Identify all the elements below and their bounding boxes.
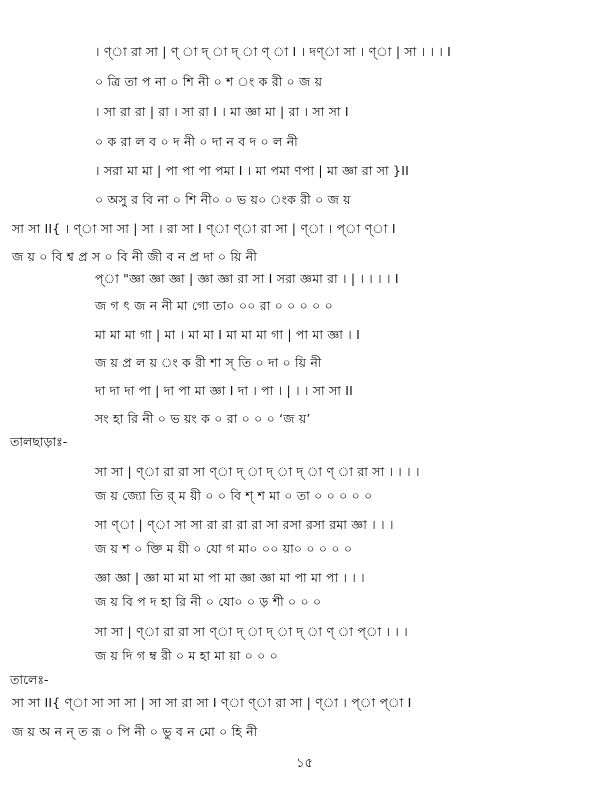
- page-number: ১৫: [296, 756, 313, 771]
- notation-line-1-5: প্া "জ্ঞা জ্ঞা জ্ঞা | জ্ঞা জ্ঞা রা সা I সরা জ্ঞমা রা । | । । । । I: [95, 271, 399, 286]
- notation-line-1-7: দা দা দা পা | দা পা মা জ্ঞা I দা । পা । | । । সা সা II: [95, 383, 354, 398]
- lyric-line-2-2: জ য় শ ০ ক্তি ম য়ী ০ যো গ মা০ ০০ য়া০ ০ ০ ০ ০: [95, 541, 353, 556]
- notation-line-3-1: সা সা II{ ণ্া সা সা সা | সা সা রা সা I ণ্া ণ্া রা সা | ণ্া । প্া প্া I: [12, 695, 412, 710]
- lyric-line-1-3: ০ অসু র বি না ০ শি নী০ ০ ভ য়০ ংক রী ০ জ য়: [95, 192, 351, 207]
- notation-line-1-6: মা মা মা গা | মা । মা মা I মা মা মা গা | পা মা জ্ঞা । I: [95, 327, 361, 342]
- lyric-line-1-1: ০ ত্রি তা প না ০ শি নী ০ শ ং ক রী ০ জ য়: [95, 74, 323, 89]
- section-label-talchara: তালছাড়াঃ-: [10, 434, 68, 449]
- lyric-line-1-7: সং হা রি নী ০ ভ য়ং ক ০ রা ০ ০ ০ ‘জ য়’: [95, 411, 311, 426]
- notation-line-1-2: । সা রা রা | রা । সা রা I । মা জ্ঞা মা | রা । সা সা I: [95, 104, 349, 119]
- lyric-line-2-4: জ য় দি গ ম্ব রী ০ ম হা মা য়া ০ ০ ০: [95, 648, 278, 663]
- notation-line-2-2: সা ণ্া | ণ্া সা সা রা রা রা রা সা রসা রসা রমা জ্ঞা । । ।: [95, 517, 394, 532]
- lyric-line-1-4: জ য় ০ বি শ্ব প্র স ০ বি নী জী ব ন প্র দা ০ য়ি নী: [12, 249, 257, 264]
- notation-line-2-4: সা সা | ণ্া রা রা সা ণ্া দ্ া দ্ া দ্ া ণ্ া প্া । । ।: [95, 624, 408, 639]
- notation-line-1-4: সা সা II{ । ণ্া সা সা | সা । রা সা I ণ্া ণ্া রা সা | ণ্া । প্া ণ্া I: [12, 221, 396, 236]
- section-label-tale: তালেঃ-: [10, 672, 49, 687]
- notation-line-1-1: । ণ্া রা সা | ণ্ া দ্ া দ্ া ণ্ া I । দণ্া সা । ণ্া | সা । । । I: [95, 44, 452, 59]
- lyric-line-1-5: জ গ ৎ জ ন নী মা গো তা০ ০০ রা ০ ০ ০ ০ ০: [95, 298, 333, 313]
- notation-line-2-3: জ্ঞা জ্ঞা | জ্ঞা মা মা মা পা মা জ্ঞা জ্ঞা মা পা মা পা । । ।: [95, 570, 365, 585]
- notation-line-2-1: সা সা | ণ্া রা রা সা ণ্া দ্ া দ্ া দ্ া ণ্ া রা সা । । । ।: [95, 464, 420, 479]
- lyric-line-1-2: ০ ক রা ল ব ০ দ নী ০ দা ন ব দ ০ ল নী: [95, 134, 298, 149]
- lyric-line-1-6: জ য় প্র ল য় ং ক রী শা স্ তি ০ দা ০ য়ি নী: [95, 355, 322, 370]
- lyric-line-3-1: জ য় অ ন ন্ ত রূ ০ পি নী ০ ভু ব ন মো ০ হি নী: [12, 724, 258, 739]
- lyric-line-2-3: জ য় বি প দ হা রি নী ০ যো০ ০ ড় শী ০ ০ ০: [95, 594, 322, 609]
- lyric-line-2-1: জ য় জ্যো তি র্ ম য়ী ০ ০ বি শ্ শ মা ০ তা ০ ০ ০ ০ ০: [95, 488, 373, 503]
- notation-line-1-3: । সরা মা মা | পা পা পা পমা I । মা পমা ণপা | মা জ্ঞা রা সা }II: [95, 163, 409, 178]
